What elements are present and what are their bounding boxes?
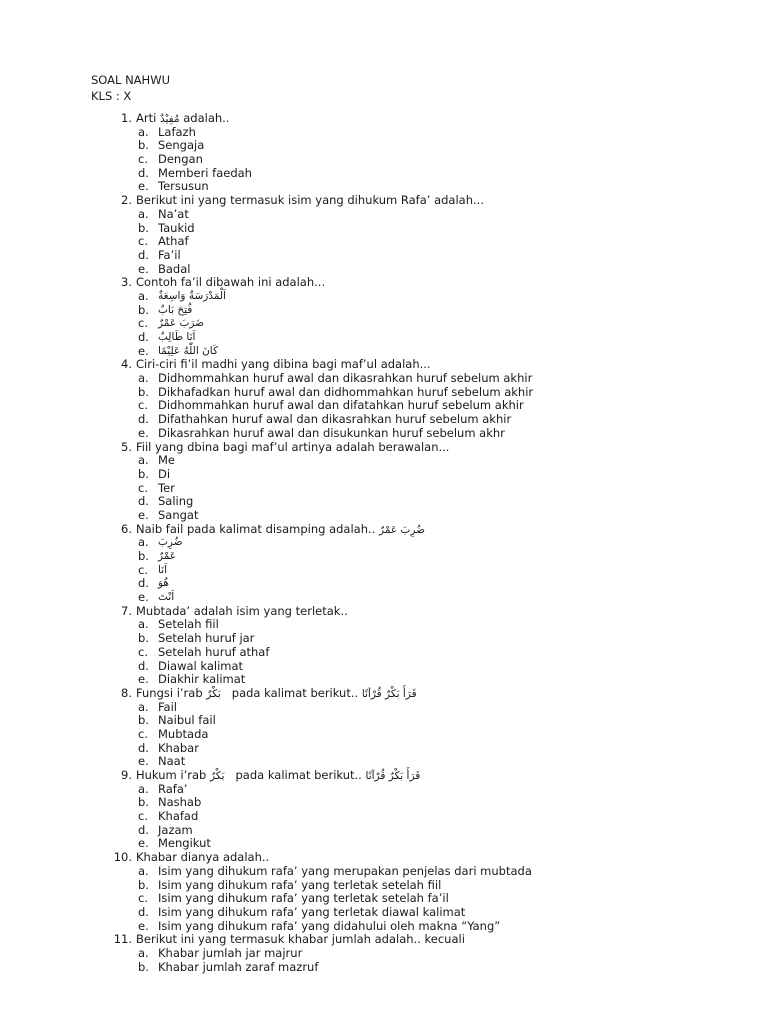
answer-option xyxy=(0,755,768,769)
option-arabic-text: اَنْتَ xyxy=(158,591,175,604)
answer-option xyxy=(0,399,768,413)
option-letter: b. xyxy=(138,959,149,974)
option-text: Diakhir kalimat xyxy=(158,672,246,687)
answer-option xyxy=(0,783,768,797)
option-text: Didhommahkan huruf awal dan difatahkan huruf sebelum akhir xyxy=(158,398,524,413)
question-line xyxy=(0,276,768,290)
option-text: Naat xyxy=(158,754,186,769)
question-text-part: Mubtada’ adalah isim yang terletak.. xyxy=(136,603,348,618)
answer-option xyxy=(0,208,768,222)
question-number: 10. xyxy=(113,850,132,865)
option-letter: c. xyxy=(138,234,148,249)
answer-option xyxy=(0,222,768,236)
answer-option xyxy=(0,618,768,632)
option-letter: c. xyxy=(138,726,148,741)
option-letter: e. xyxy=(138,425,149,440)
question-line xyxy=(0,687,768,701)
question-text-part: adalah.. xyxy=(183,111,230,125)
option-text: Naibul fail xyxy=(158,713,216,728)
option-text: Setelah huruf jar xyxy=(158,631,255,646)
option-text: Tersusun xyxy=(158,179,209,194)
option-letter: c. xyxy=(138,480,148,495)
question-number: 1. xyxy=(121,111,132,125)
answer-option xyxy=(0,482,768,496)
option-arabic-text: كَانَ اللّٰهُ عَلِيْمًا xyxy=(158,344,218,357)
option-text: Athaf xyxy=(158,234,189,249)
option-letter: a. xyxy=(138,699,149,714)
answer-option xyxy=(0,564,768,578)
answer-option xyxy=(0,728,768,742)
option-letter: a. xyxy=(138,863,149,878)
question-item xyxy=(0,112,768,194)
question-text-part: Fungsi i’rab xyxy=(136,685,203,700)
answer-option xyxy=(0,810,768,824)
option-letter: a. xyxy=(138,124,149,139)
question-number: 7. xyxy=(121,603,132,618)
option-letter: e. xyxy=(138,918,149,933)
option-text: Fail xyxy=(158,699,177,714)
option-letter: b. xyxy=(138,466,149,481)
option-letter: d. xyxy=(138,165,149,180)
question-line xyxy=(0,605,768,619)
document-header xyxy=(91,72,170,104)
option-arabic-text: عَمْرٌ xyxy=(158,550,177,562)
option-text: Isim yang dihukum rafa’ yang terletak setelah fiil xyxy=(158,877,442,892)
question-text-part: Berikut ini yang termasuk khabar jumlah adalah.. kecuali xyxy=(136,932,465,947)
answer-option xyxy=(0,509,768,523)
option-text: Difathahkan huruf awal dan dikasrahkan huruf sebelum akhir xyxy=(158,412,512,427)
arabic-text: بَكْرٌ xyxy=(206,687,221,700)
option-text: Diawal kalimat xyxy=(158,658,244,673)
option-letter: a. xyxy=(138,945,149,960)
arabic-text: بَكْرٌ xyxy=(209,770,225,782)
answer-option xyxy=(0,824,768,838)
option-text: Dikhafadkan huruf awal dan didhommahkan huruf sebelum akhir xyxy=(158,384,534,399)
answer-option xyxy=(0,495,768,509)
option-letter: d. xyxy=(138,740,149,755)
answer-option xyxy=(0,468,768,482)
option-letter: d. xyxy=(138,494,149,509)
option-text: Rafa’ xyxy=(158,781,188,796)
answer-option xyxy=(0,714,768,728)
question-line xyxy=(0,358,768,372)
option-text: Mubtada xyxy=(158,726,209,741)
option-text: Nashab xyxy=(158,795,202,810)
answer-option xyxy=(0,906,768,920)
answer-option xyxy=(0,837,768,851)
option-text: Taukid xyxy=(158,220,195,235)
option-text: Khabar jumlah zaraf mazruf xyxy=(158,959,319,974)
option-letter: b. xyxy=(138,631,149,646)
option-letter: b. xyxy=(138,713,149,728)
option-text: Isim yang dihukum rafa’ yang didahului oleh makna “Yang” xyxy=(158,918,501,933)
option-letter: a. xyxy=(138,617,149,632)
option-text: Me xyxy=(158,453,175,468)
answer-option xyxy=(0,536,768,550)
answer-option xyxy=(0,413,768,427)
answer-option xyxy=(0,550,768,564)
question-text xyxy=(136,441,449,455)
question-text xyxy=(136,523,425,538)
question-number: 2. xyxy=(121,193,132,208)
answer-option xyxy=(0,577,768,591)
question-item xyxy=(0,605,768,687)
question-number: 8. xyxy=(121,685,132,700)
question-item xyxy=(0,358,768,440)
question-text xyxy=(136,851,269,865)
arabic-text: ضُرِبَ عَمْرٌ xyxy=(378,523,426,536)
option-text: Khafad xyxy=(158,809,199,824)
option-letter: c. xyxy=(138,562,148,577)
answer-option xyxy=(0,304,768,318)
option-text: Ter xyxy=(158,480,175,495)
option-letter: d. xyxy=(138,247,149,262)
answer-option xyxy=(0,180,768,194)
option-letter: d. xyxy=(138,904,149,919)
class-label: KLS : X xyxy=(91,89,132,103)
question-number: 6. xyxy=(121,521,132,536)
answer-option xyxy=(0,660,768,674)
answer-option xyxy=(0,892,768,906)
option-text: Badal xyxy=(158,261,191,276)
option-text: Setelah fiil xyxy=(158,617,219,632)
answer-option xyxy=(0,263,768,277)
question-line xyxy=(0,851,768,865)
question-item xyxy=(0,276,768,358)
question-line xyxy=(0,933,768,947)
answer-option xyxy=(0,126,768,140)
question-text-part: Fiil yang dbina bagi maf’ul artinya adalah berawalan... xyxy=(136,439,450,454)
option-letter: e. xyxy=(138,672,149,687)
option-text: Na’at xyxy=(158,206,189,221)
option-letter: b. xyxy=(138,877,149,892)
option-letter: c. xyxy=(138,809,148,824)
option-text: Lafazh xyxy=(158,124,196,139)
answer-option xyxy=(0,139,768,153)
answer-option xyxy=(0,879,768,893)
option-text: Jazam xyxy=(158,822,193,837)
question-item xyxy=(0,933,768,974)
question-text-part: Berikut ini yang termasuk isim yang dihukum Rafa’ adalah... xyxy=(136,193,484,208)
question-text xyxy=(136,194,484,208)
question-text-part: Contoh fa’il dibawah ini adalah... xyxy=(136,275,326,290)
question-item xyxy=(0,851,768,933)
question-number: 11. xyxy=(113,932,132,947)
question-line xyxy=(0,112,768,126)
option-letter: c. xyxy=(138,644,148,659)
option-text: Sengaja xyxy=(158,138,205,153)
option-arabic-text: ضَرَبَ عَمْرٌ xyxy=(158,317,205,330)
option-arabic-text: هُوَ xyxy=(158,577,169,590)
option-letter: d. xyxy=(138,576,149,591)
option-letter: c. xyxy=(138,891,148,906)
option-text: Di xyxy=(158,466,171,481)
answer-option xyxy=(0,317,768,331)
option-text: Isim yang dihukum rafa’ yang merupakan penjelas dari mubtada xyxy=(158,863,532,878)
option-text: Isim yang dihukum rafa’ yang terletak setelah fa’il xyxy=(158,891,449,906)
question-text-part: Khabar dianya adalah.. xyxy=(136,850,270,865)
question-text xyxy=(136,933,465,947)
answer-option xyxy=(0,796,768,810)
option-letter: b. xyxy=(138,549,149,563)
question-line xyxy=(0,194,768,208)
arabic-text: قَرَأَ بَكْرٌ قُرْآنًا xyxy=(365,770,421,782)
option-text: Didhommahkan huruf awal dan dikasrahkan huruf sebelum akhir xyxy=(158,371,533,386)
option-arabic-text: ضُرِبَ xyxy=(158,536,183,549)
answer-option xyxy=(0,673,768,687)
answer-option xyxy=(0,632,768,646)
question-line xyxy=(0,523,768,537)
option-text: Memberi faedah xyxy=(158,165,252,180)
option-letter: a. xyxy=(138,535,149,550)
option-letter: b. xyxy=(138,138,149,153)
question-number: 5. xyxy=(121,439,132,454)
option-text: Dengan xyxy=(158,152,203,167)
option-letter: c. xyxy=(138,316,148,331)
question-text-part: pada kalimat berikut.. xyxy=(231,685,359,700)
option-text: Dikasrahkan huruf awal dan disukunkan huruf sebelum akhr xyxy=(158,425,505,440)
option-text: Fa’il xyxy=(158,247,181,262)
question-text xyxy=(136,687,417,702)
question-list xyxy=(0,112,768,974)
answer-option xyxy=(0,591,768,605)
option-letter: a. xyxy=(138,206,149,221)
question-text-part: Ciri-ciri fi’il madhi yang dibina bagi maf’ul adalah... xyxy=(136,357,431,372)
answer-option xyxy=(0,345,768,359)
option-letter: c. xyxy=(138,398,148,413)
answer-option xyxy=(0,386,768,400)
question-text xyxy=(136,605,348,619)
option-letter: b. xyxy=(138,220,149,235)
question-item xyxy=(0,523,768,605)
question-item xyxy=(0,769,768,851)
question-item xyxy=(0,441,768,523)
option-letter: a. xyxy=(138,371,149,386)
answer-option xyxy=(0,646,768,660)
answer-option xyxy=(0,290,768,304)
answer-option xyxy=(0,331,768,345)
question-number: 3. xyxy=(121,275,132,290)
answer-option xyxy=(0,865,768,879)
question-text-part: Arti xyxy=(136,111,157,125)
option-arabic-text: اَلْمَدْرَسَةُ وَاسِعَةٌ xyxy=(158,289,227,302)
question-text xyxy=(136,358,431,372)
question-line xyxy=(0,441,768,455)
option-letter: e. xyxy=(138,590,149,605)
option-letter: a. xyxy=(138,453,149,468)
option-letter: d. xyxy=(138,330,149,344)
option-letter: e. xyxy=(138,836,149,851)
option-letter: a. xyxy=(138,781,149,796)
document-title: SOAL NAHWU xyxy=(91,73,170,87)
option-letter: e. xyxy=(138,343,149,358)
answer-option xyxy=(0,167,768,181)
option-text: Khabar xyxy=(158,740,199,755)
answer-option xyxy=(0,947,768,961)
answer-option xyxy=(0,454,768,468)
answer-option xyxy=(0,920,768,934)
option-text: Setelah huruf athaf xyxy=(158,644,270,659)
option-letter: d. xyxy=(138,822,149,837)
question-line xyxy=(0,769,768,783)
answer-option xyxy=(0,235,768,249)
question-number: 4. xyxy=(121,357,132,372)
option-text: Khabar jumlah jar majrur xyxy=(158,945,303,960)
option-letter: d. xyxy=(138,412,149,427)
arabic-text: مُفِيْدٌ xyxy=(159,113,180,125)
option-letter: a. xyxy=(138,288,149,303)
option-letter: e. xyxy=(138,507,149,522)
answer-option xyxy=(0,249,768,263)
answer-option xyxy=(0,961,768,975)
arabic-text: قَرَأَ بَكْرٌ قُرْآنًا xyxy=(361,687,417,700)
question-number: 9. xyxy=(121,768,132,782)
option-text: Sangat xyxy=(158,507,199,522)
option-letter: d. xyxy=(138,658,149,673)
option-letter: c. xyxy=(138,152,148,167)
answer-option xyxy=(0,372,768,386)
option-letter: b. xyxy=(138,384,149,399)
question-text-part: pada kalimat berikut.. xyxy=(235,768,362,782)
option-text: Saling xyxy=(158,494,194,509)
option-arabic-text: اَنَا طَالِبٌ xyxy=(158,331,196,343)
question-text-part: Naib fail pada kalimat disamping adalah.. xyxy=(136,521,376,536)
answer-option xyxy=(0,153,768,167)
question-item xyxy=(0,687,768,769)
option-letter: b. xyxy=(138,795,149,810)
option-arabic-text: اَنَا xyxy=(158,563,168,576)
question-text-part: Hukum i’rab xyxy=(136,768,207,782)
option-letter: e. xyxy=(138,179,149,194)
option-letter: b. xyxy=(138,302,149,317)
option-arabic-text: فُتِحَ بَابٌ xyxy=(158,303,193,316)
question-text xyxy=(136,276,325,290)
answer-option xyxy=(0,742,768,756)
answer-option xyxy=(0,701,768,715)
option-letter: e. xyxy=(138,754,149,769)
answer-option xyxy=(0,427,768,441)
question-item xyxy=(0,194,768,276)
option-text: Isim yang dihukum rafa’ yang terletak diawal kalimat xyxy=(158,904,466,919)
option-text: Mengikut xyxy=(158,836,211,851)
option-letter: e. xyxy=(138,261,149,276)
